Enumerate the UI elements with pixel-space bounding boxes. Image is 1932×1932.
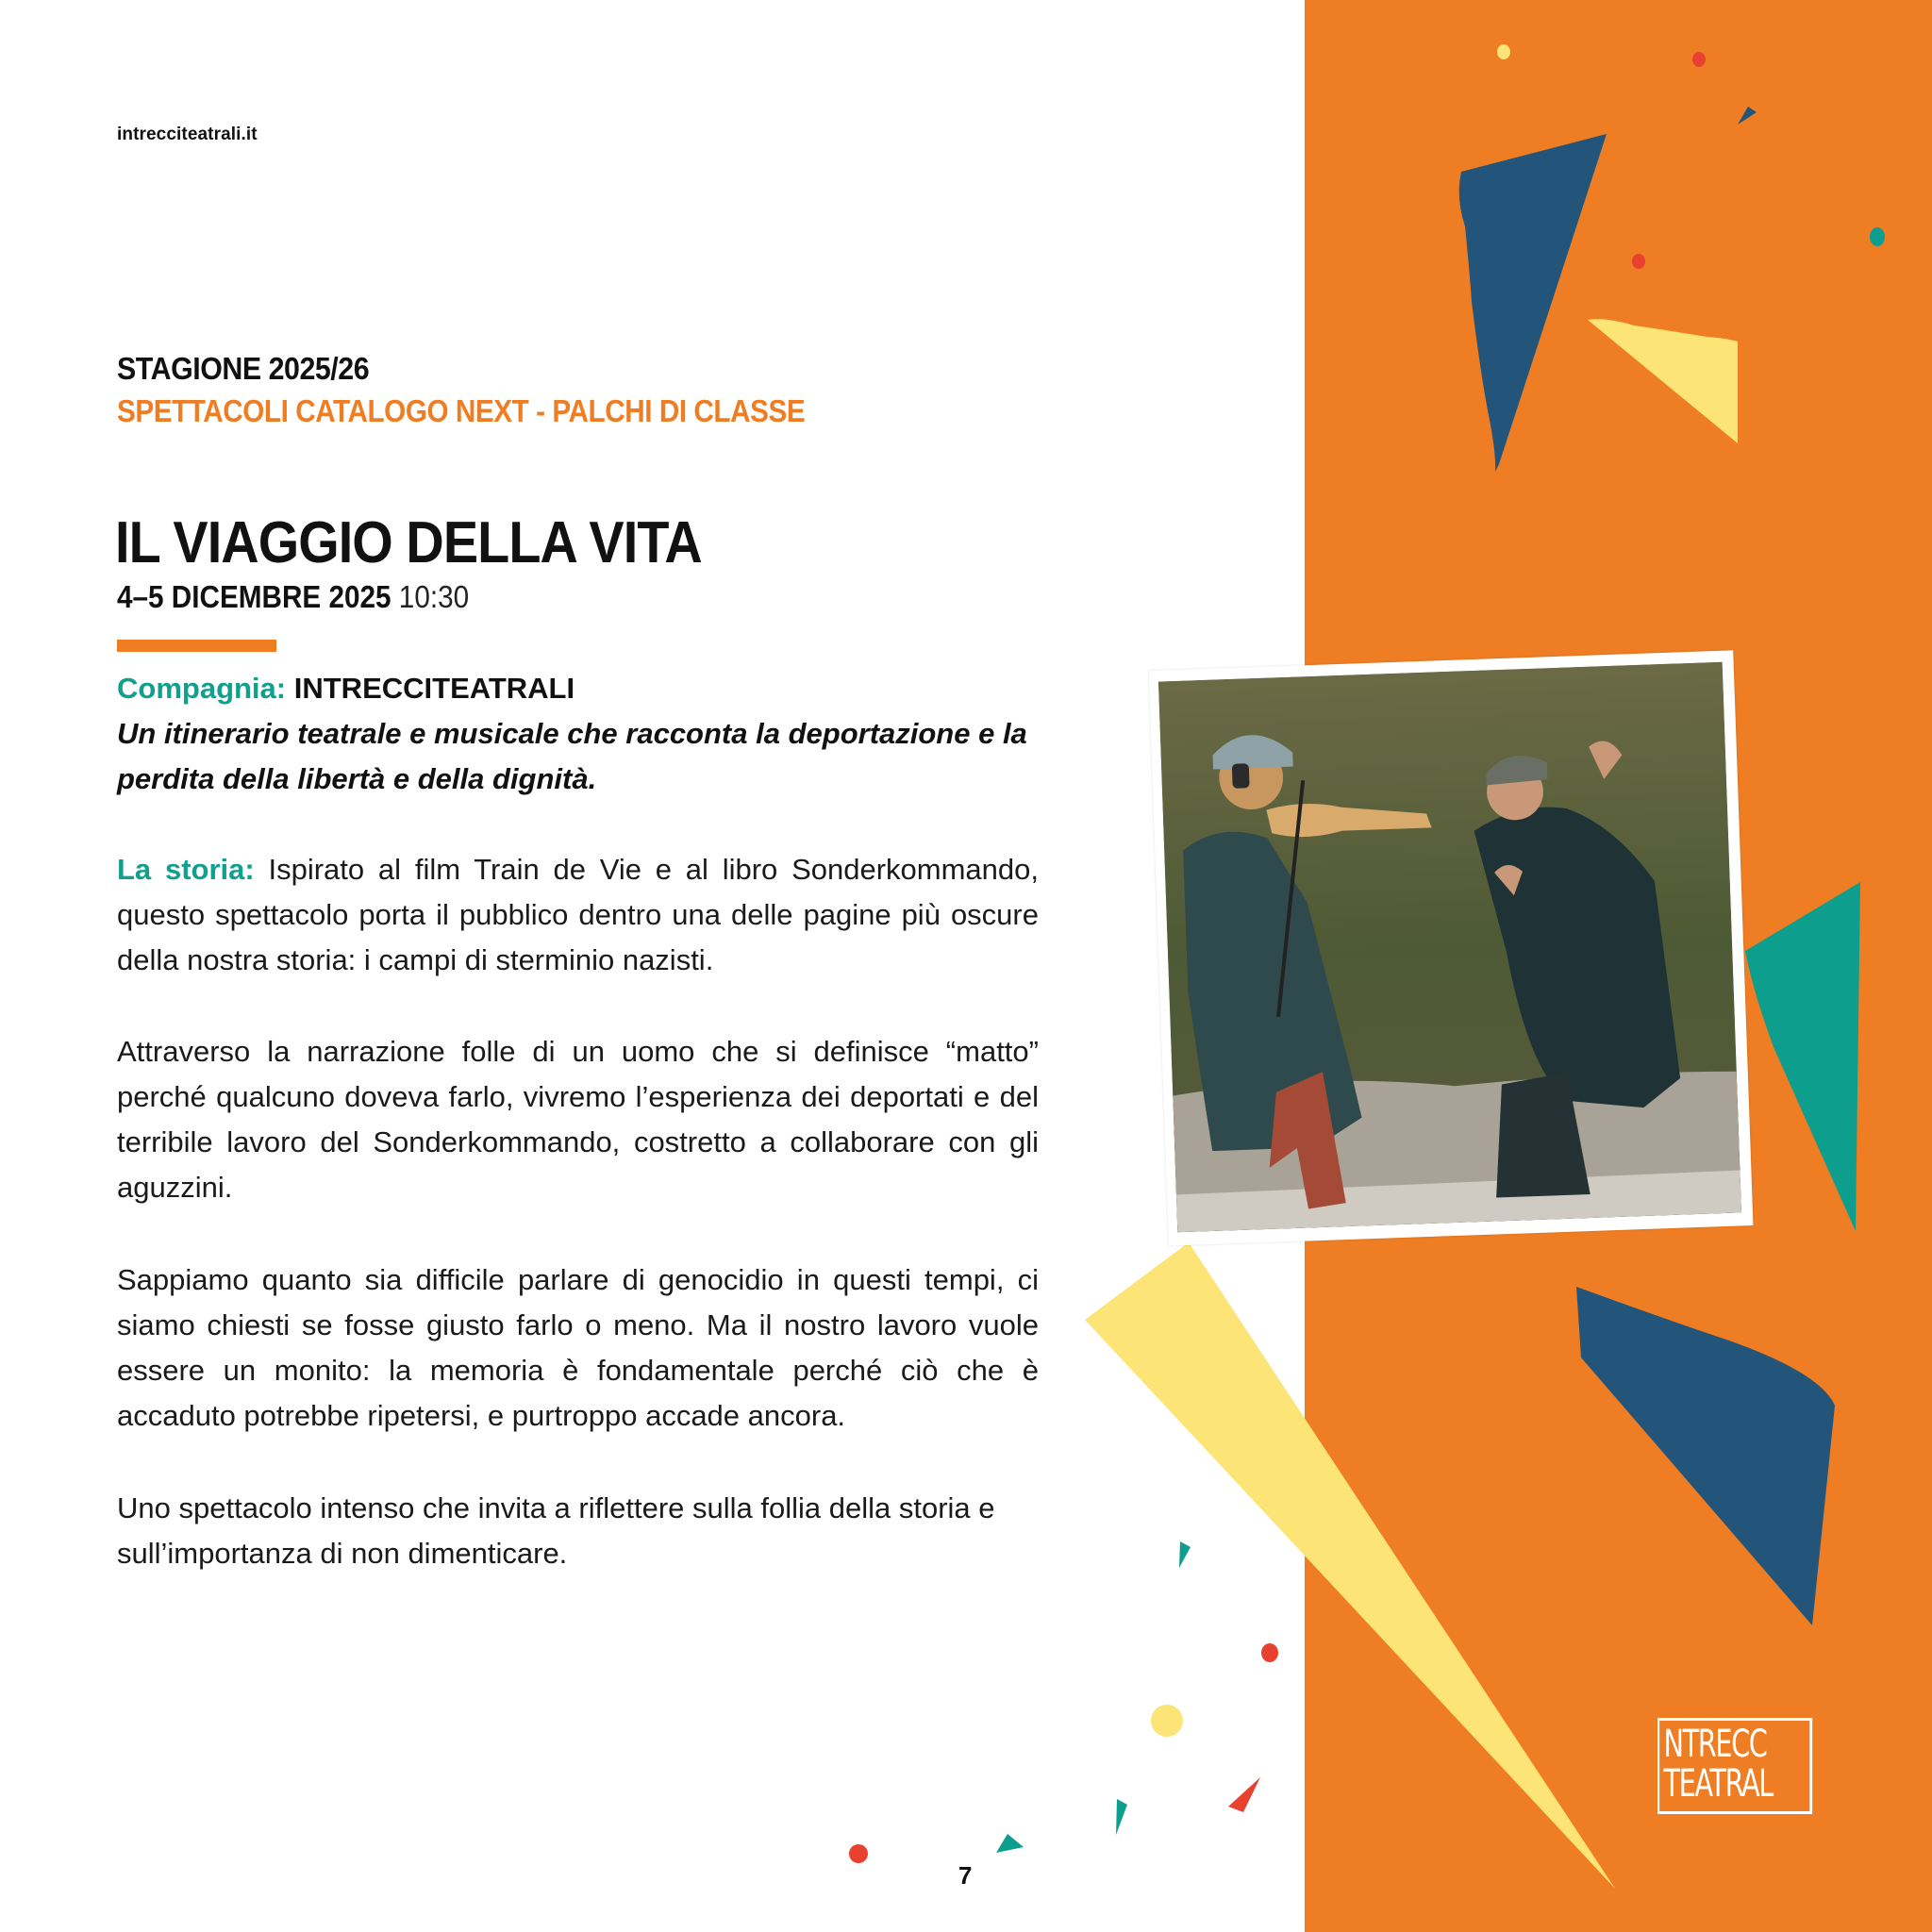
show-date: 4–5 DICEMBRE 2025 bbox=[117, 579, 391, 614]
story-paragraph-3: Sappiamo quanto sia difficile parlare di genocidio in questi tempi, ci siamo chiesti se fosse giusto farlo o meno. Ma il nostro lavoro vuole essere un monito: la memoria è fondamentale perché ciò che è accaduto potrebbe ripetersi, e purtroppo accade ancora. bbox=[117, 1263, 1039, 1432]
teal-sliver-shape bbox=[1179, 1541, 1191, 1568]
company-block bbox=[117, 666, 1039, 802]
photo-illustration bbox=[1158, 662, 1741, 1233]
page-number: 7 bbox=[958, 1861, 973, 1890]
show-time: 10:30 bbox=[398, 579, 470, 614]
story-paragraph-1-text: Ispirato al film Train de Vie e al libro Sonderkommando, questo spettacolo porta il pubblico dentro una delle pagine più oscure della nostra storia: i campi di sterminio nazisti. bbox=[117, 853, 1039, 976]
yellow-dot bbox=[1497, 44, 1510, 59]
season-title: STAGIONE 2025/26 bbox=[117, 351, 370, 386]
logo-line-1: NTRECC bbox=[1663, 1723, 1767, 1766]
intrecciteatrali-logo bbox=[1657, 1718, 1812, 1814]
season-heading bbox=[117, 351, 881, 429]
yellow-dot bbox=[1151, 1705, 1183, 1737]
teal-triangle-small-shape bbox=[996, 1834, 1024, 1853]
accent-divider bbox=[117, 640, 276, 652]
story-paragraph-1 bbox=[117, 847, 1039, 983]
big-yellow-triangle-shape bbox=[1085, 1236, 1615, 1889]
red-dot bbox=[849, 1844, 868, 1863]
teal-dot bbox=[1870, 227, 1885, 246]
navy-triangle-shape bbox=[1459, 134, 1607, 472]
red-triangle-shape bbox=[1228, 1777, 1260, 1812]
season-subtitle: SPETTACOLI CATALOGO NEXT - PALCHI DI CLASSE bbox=[117, 393, 806, 428]
story-label: La storia: bbox=[117, 853, 255, 886]
show-date-time bbox=[117, 579, 469, 615]
company-name: INTRECCITEATRALI bbox=[293, 672, 575, 705]
show-title: IL VIAGGIO DELLA VITA bbox=[115, 510, 702, 575]
site-url[interactable]: intrecciteatrali.it bbox=[117, 125, 258, 144]
company-tagline: Un itinerario teatrale e musicale che racconta la deportazione e la perdita della libertà e della dignità. bbox=[117, 717, 1027, 795]
teal-triangle-shape bbox=[1745, 882, 1860, 1231]
company-line bbox=[117, 666, 1039, 711]
red-dot bbox=[1692, 52, 1706, 67]
company-label: Compagnia: bbox=[117, 672, 287, 705]
story-paragraph-2: Attraverso la narrazione folle di un uomo che si definisce “matto” perché qualcuno doveva farlo, vivremo l’esperienza dei deportati e del terribile lavoro del Sonderkommando, costretto a collaborare con gli aguzzini. bbox=[117, 1035, 1039, 1204]
story-paragraph-4: Uno spettacolo intenso che invita a riflettere sulla follia della storia e sull’importanza di non dimenticare. bbox=[117, 1491, 995, 1570]
show-photo bbox=[1158, 662, 1741, 1233]
red-dot bbox=[1632, 254, 1645, 269]
yellow-triangle-shape bbox=[1588, 319, 1738, 443]
red-dot bbox=[1261, 1643, 1278, 1662]
teal-sliver-shape bbox=[1116, 1799, 1127, 1835]
logo-line-2: TEATRAL bbox=[1663, 1762, 1773, 1806]
navy-lower-triangle-shape bbox=[1576, 1287, 1835, 1625]
navy-sliver-shape bbox=[1738, 107, 1757, 125]
show-photo-frame bbox=[1149, 650, 1754, 1245]
